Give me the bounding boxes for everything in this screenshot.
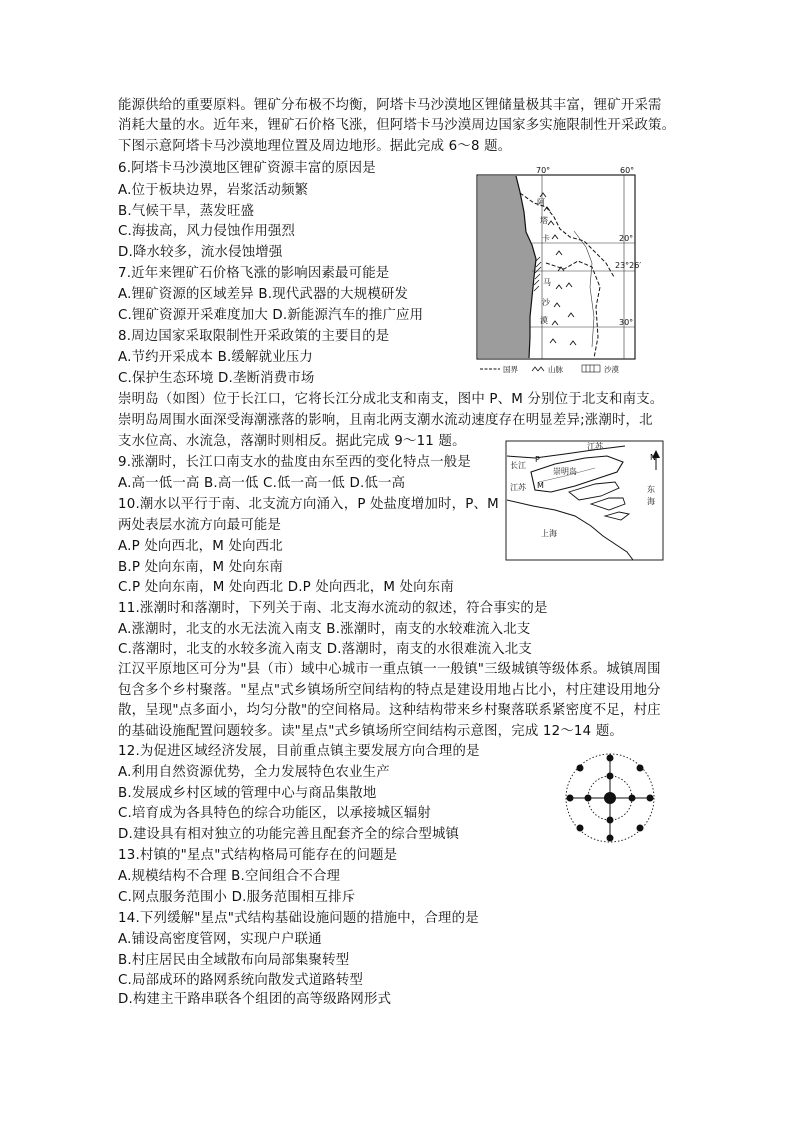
- text-line: A.P 处向西北，M 处向西北: [118, 539, 283, 554]
- text-line: C.保护生态环境 D.垄断消费市场: [118, 371, 315, 386]
- text-line: 下图示意阿塔卡马沙漠地理位置及周边地形。据此完成 6～8 题。: [118, 139, 512, 154]
- atacama-desert-map: [474, 167, 644, 379]
- text-line: 14.下列缓解"星点"式结构基础设施问题的措施中，合理的是: [118, 911, 479, 926]
- text-line: 10.潮水以平行于南、北支流方向涌入，P 处盐度增加时，P、M: [118, 497, 499, 512]
- text-line: C.培育成为各具特色的综合功能区，以承接城区辐射: [118, 806, 431, 821]
- text-line: 包含多个乡村聚落。"星点"式乡镇场所空间结构的特点是建设用地占比小，村庄建设用地分: [118, 683, 661, 698]
- text-line: C.锂矿资源开采难度加大 D.新能源汽车的推广应用: [118, 308, 424, 323]
- text-line: 6.阿塔卡马沙漠地区锂矿资源丰富的原因是: [118, 161, 376, 176]
- svg-text:卡: 卡: [542, 234, 550, 243]
- svg-text:东: 东: [647, 485, 655, 494]
- svg-text:山脉: 山脉: [548, 365, 563, 374]
- svg-text:N: N: [650, 453, 656, 462]
- star-point-structure-diagram: [564, 752, 656, 844]
- text-line: A.高一低一高 B.高一低 C.低一高一低 D.低一高: [118, 476, 406, 491]
- svg-text:马: 马: [543, 278, 551, 287]
- text-line: 江汉平原地区可分为"县（市）域中心城市一重点镇一一般镇"三级城镇等级体系。城镇周围: [118, 662, 661, 677]
- text-line: 两处表层水流方向最可能是: [118, 518, 282, 533]
- svg-text:沙漠: 沙漠: [604, 365, 619, 374]
- svg-text:20°: 20°: [619, 234, 634, 243]
- text-line: 7.近年来锂矿石价格飞涨的影响因素最可能是: [118, 266, 390, 281]
- text-line: B.村庄居民由全域散布向局部集聚转型: [118, 953, 350, 968]
- text-line: 8.周边国家采取限制性开采政策的主要目的是: [118, 329, 390, 344]
- text-line: A.铺设高密度管网，实现户户联通: [118, 932, 322, 947]
- text-line: C.局部成环的路网系统向散发式道路转型: [118, 973, 364, 988]
- svg-text:崇明岛: 崇明岛: [553, 467, 577, 476]
- text-line: 的基础设施配置问题较多。读"星点"式乡镇场所空间结构示意图，完成 12～14 题。: [118, 724, 623, 739]
- svg-text:70°: 70°: [536, 167, 551, 175]
- svg-text:漠: 漠: [540, 316, 548, 325]
- text-line: D.降水较多，流水侵蚀增强: [118, 245, 283, 260]
- text-line: 消耗大量的水。近年来，锂矿石价格飞涨，但阿塔卡马沙漠周边国家多实施限制性开采政策。: [118, 118, 676, 133]
- text-line: B.气候干旱，蒸发旺盛: [118, 204, 255, 219]
- svg-text:长江: 长江: [510, 461, 526, 470]
- svg-text:海: 海: [647, 497, 655, 506]
- text-line: C.落潮时，北支的水较多流入南支 D.落潮时，南支的水很难流入北支: [118, 642, 532, 657]
- text-line: A.位于板块边界，岩浆活动频繁: [118, 183, 309, 198]
- map-legend: [480, 364, 619, 374]
- svg-text:60°: 60°: [620, 167, 635, 175]
- svg-text:M: M: [537, 481, 544, 490]
- svg-text:23°26′: 23°26′: [615, 261, 642, 270]
- chongming-island-map: [505, 440, 665, 562]
- text-line: 能源供给的重要原料。锂矿分布极不均衡，阿塔卡马沙漠地区锂储量极其丰富，锂矿开采需: [118, 98, 662, 113]
- svg-text:塔: 塔: [540, 216, 548, 225]
- text-line: C.网点服务范围小 D.服务范围相互排斥: [118, 890, 356, 905]
- svg-text:江苏: 江苏: [587, 442, 603, 451]
- text-line: D.建设具有相对独立的功能完善且配套齐全的综合型城镇: [118, 827, 460, 842]
- text-line: A.节约开采成本 B.缓解就业压力: [118, 350, 313, 365]
- text-line: A.规模结构不合理 B.空间组合不合理: [118, 869, 341, 884]
- svg-text:沙: 沙: [542, 298, 550, 307]
- svg-text:国界: 国界: [503, 365, 518, 374]
- text-line: D.构建主干路串联各个组团的高等级路网形式: [118, 992, 392, 1008]
- svg-text:P: P: [535, 455, 540, 464]
- text-line: 9.涨潮时，长江口南支水的盐度由东至西的变化特点一般是: [118, 455, 471, 470]
- text-line: 11.涨潮时和落潮时，下列关于南、北支海水流动的叙述，符合事实的是: [118, 601, 548, 616]
- text-line: B.发展成乡村区域的管理中心与商品集散地: [118, 786, 377, 801]
- text-line: B.P 处向东南，M 处向东南: [118, 560, 284, 575]
- text-line: C.P 处向东南，M 处向西北 D.P 处向西北，M 处向东南: [118, 580, 454, 595]
- text-line: A.锂矿资源的区域差异 B.现代武器的大规模研发: [118, 287, 409, 302]
- text-line: 支水位高、水流急，落潮时则相反。据此完成 9～11 题。: [118, 434, 466, 449]
- svg-text:阿: 阿: [537, 198, 545, 207]
- text-line: 崇明岛周围水面深受海潮涨落的影响，且南北两支潮水流动速度存在明显差异;涨潮时，北: [118, 413, 653, 428]
- text-line: 12.为促进区域经济发展，目前重点镇主要发展方向合理的是: [118, 744, 480, 759]
- text-line: A.涨潮时，北支的水无法流入南支 B.涨潮时，南支的水较难流入北支: [118, 622, 531, 637]
- svg-text:上海: 上海: [541, 529, 557, 538]
- text-line: 散，呈现"点多面小，均匀分散"的空间格局。这种结构带来乡村聚落联系紧密度不足，村庄: [118, 703, 661, 718]
- text-line: 13.村镇的"星点"式结构格局可能存在的问题是: [118, 848, 398, 863]
- text-line: 崇明岛（如图）位于长江口，它将长江分成北支和南支，图中 P、M 分别位于北支和南支。: [118, 392, 664, 407]
- text-line: C.海拔高，风力侵蚀作用强烈: [118, 224, 296, 239]
- svg-text:江苏: 江苏: [510, 483, 526, 492]
- text-line: A.利用自然资源优势，全力发展特色农业生产: [118, 765, 390, 780]
- svg-text:30°: 30°: [619, 318, 634, 327]
